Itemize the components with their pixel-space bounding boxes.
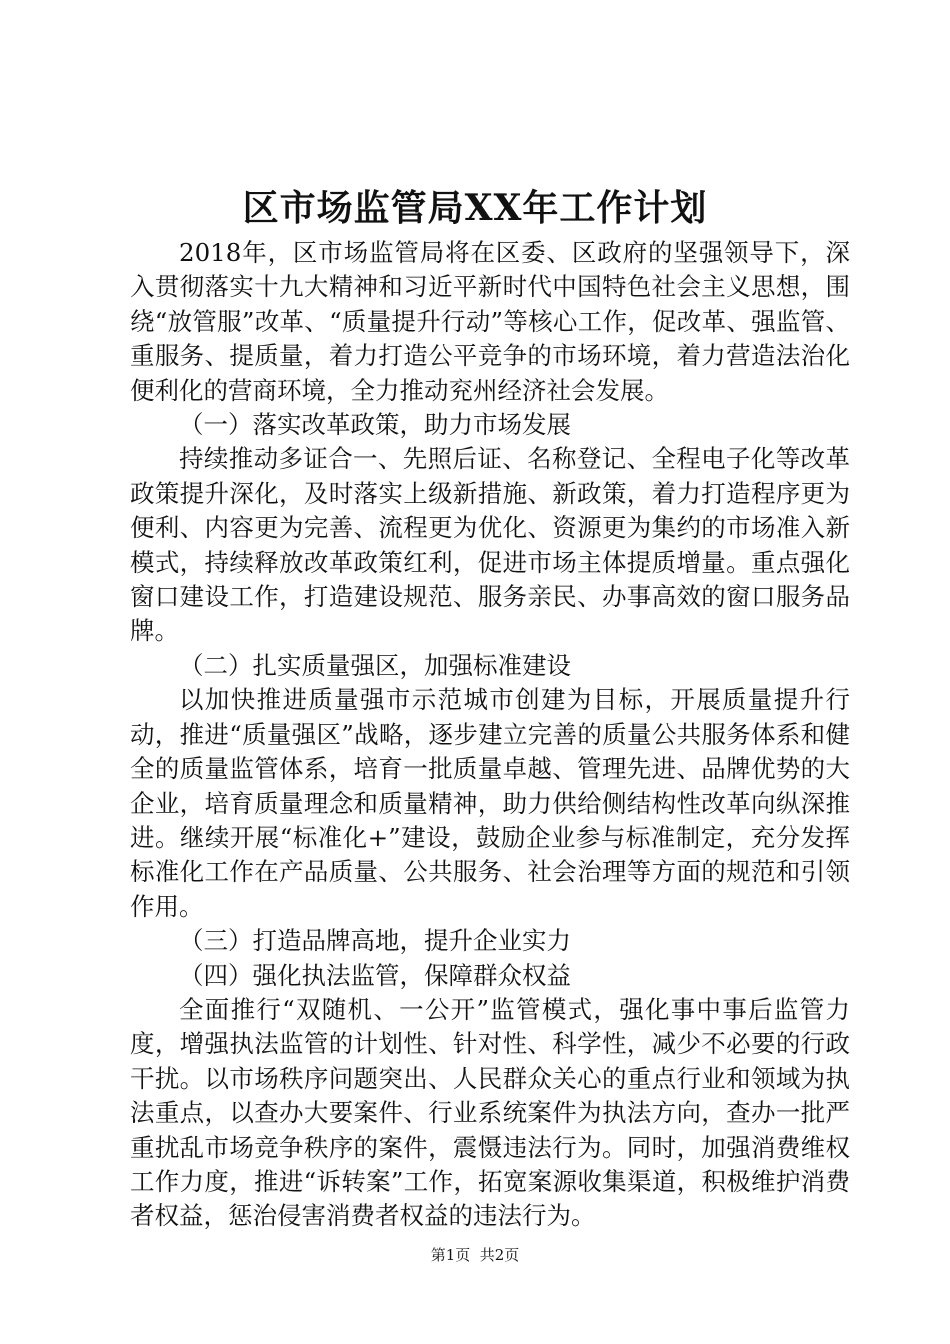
paragraph-section-2: 以加快推进质量强市示范城市创建为目标，开展质量提升行动，推进“质量强区”战略，逐步建立完善的质量公共服务体系和健全的质量监管体系，培育一批质量卓越、管理先进、品牌优势的大企业，培育质量理念和质量精神，助力供给侧结构性改革向纵深推进。继续开展“标准化+”建设，鼓励企业参与标准制定，充分发挥标准化工作在产品质量、公共服务、社会治理等方面的规范和引领作用。 (130, 685, 850, 921)
section-heading-1: （一）落实改革政策，助力市场发展 (179, 410, 571, 440)
page-footer (0, 1244, 950, 1266)
paragraph-section-1: 持续推动多证合一、先照后证、名称登记、全程电子化等改革政策提升深化，及时落实上级新措施、新政策，着力打造程序更为便利、内容更为完善、流程更为优化、资源更为集约的市场准入新模式，持续释放改革政策红利，促进市场主体提质增量。重点强化窗口建设工作，打造建设规范、服务亲民、办事高效的窗口服务品牌。 (130, 444, 850, 646)
document-title: 区市场监管局XX年工作计划 (242, 187, 708, 229)
page-number: 第1页 共2页 (430, 1246, 520, 1264)
section-heading-3: （三）打造品牌高地，提升企业实力 (179, 926, 571, 956)
section-heading-4: （四）强化执法监管，保障群众权益 (179, 960, 571, 990)
paragraph-section-4: 全面推行“双随机、一公开”监管模式，强化事中事后监管力度，增强执法监管的计划性、针对性、科学性，减少不必要的行政干扰。以市场秩序问题突出、人民群众关心的重点行业和领域为执法重点，以查办大要案件、行业系统案件为执法方向，查办一批严重扰乱市场竞争秩序的案件，震慑违法行为。同时，加强消费维权工作力度，推进“诉转案”工作，拓宽案源收集渠道，积极维护消费者权益，惩治侵害消费者权益的违法行为。 (130, 994, 850, 1231)
section-heading-2: （二）扎实质量强区，加强标准建设 (179, 650, 571, 680)
document-body (130, 236, 850, 1234)
paragraph-intro: 2018年，区市场监管局将在区委、区政府的坚强领导下，深入贯彻落实十九大精神和习近平新时代中国特色社会主义思想，围绕“放管服”改革、“质量提升行动”等核心工作，促改革、强监管、重服务、提质量，着力打造公平竞争的市场环境，着力营造法治化便利化的营商环境，全力推动兖州经济社会发展。 (130, 238, 850, 405)
